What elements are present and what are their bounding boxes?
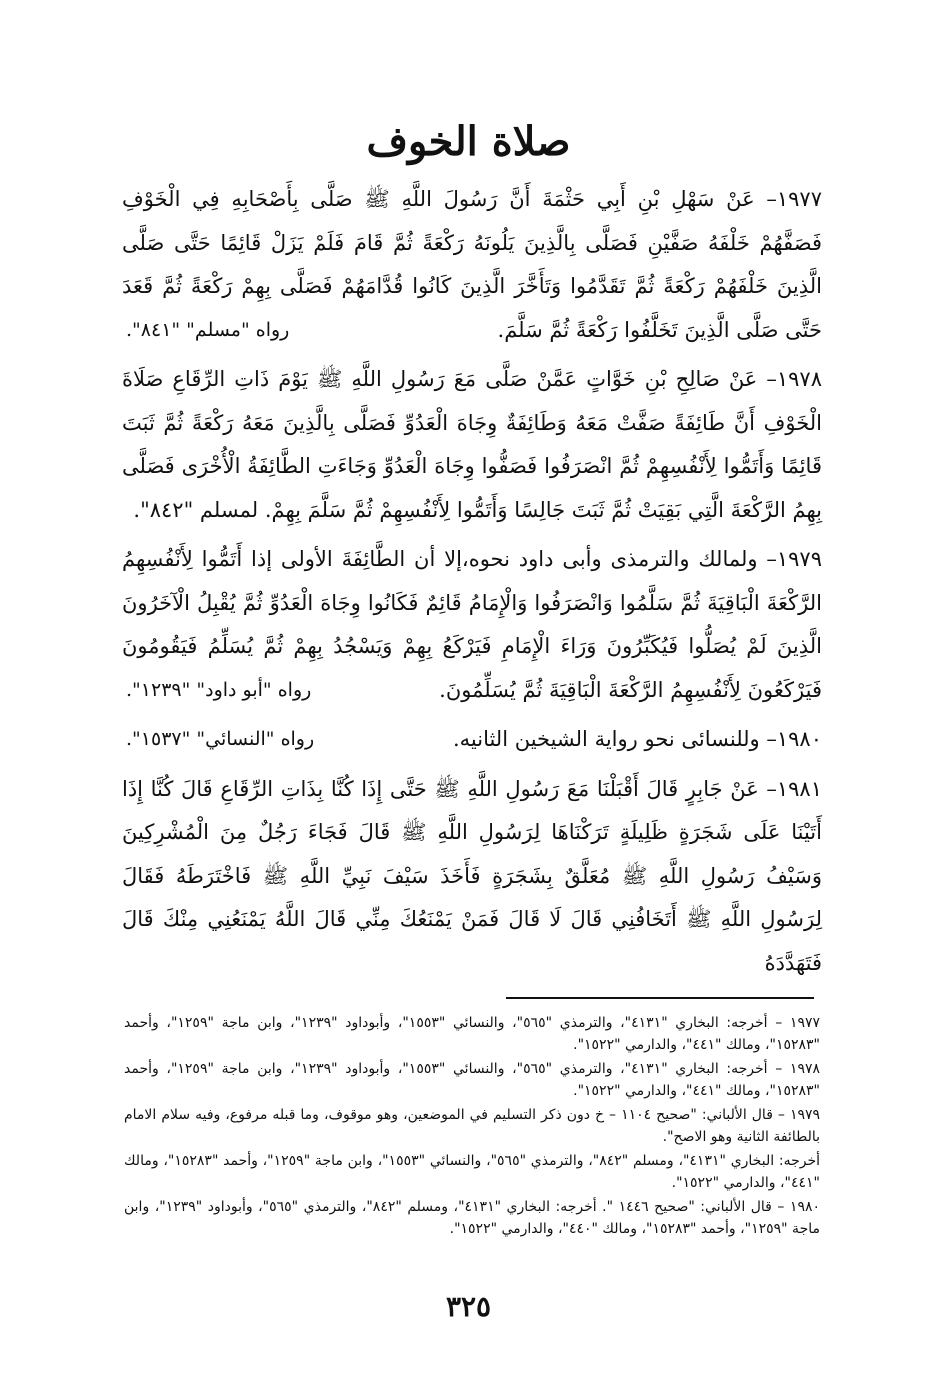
- hadith-text: – عَنْ سَهْلِ بْنِ أَبِي حَثْمَةَ أَنَّ رَسُولَ اللَّهِ ﷺ صَلَّى بِأَصْحَابِهِ فِي الْخَوْفِ فَصَفَّهُمْ خَلْفَهُ صَفَّيْنِ فَصَلَّى بِالَّذِينَ يَلُونَهُ رَكْعَةً ثُمَّ قَامَ فَلَمْ يَزَلْ قَائِمًا حَتَّى صَلَّى الَّذِينَ خَلْفَهُمْ رَكْعَةً ثُمَّ تَقَدَّمُوا وَتَأَخَّرَ الَّذِينَ كَانُوا قُدَّامَهُمْ فَصَلَّى بِهِمْ رَكْعَةً ثُمَّ قَعَدَ حَتَّى صَلَّى الَّذِينَ تَخَلَّفُوا رَكْعَةً ثُمَّ سَلَّمَ.: [122, 187, 822, 342]
- hadith-number: ١٩٨٠: [776, 727, 822, 751]
- footnote-1979-takhrij: أخرجه: البخاري "٤١٣١"، ومسلم "٨٤٢"، والترمذي "٥٦٥"، والنسائي "١٥٥٣"، وابن ماجة "١٢٥٩"، وأحمد "١٥٢٨٣"، ومالك "٤٤١"، والدارمي "١٥٢٢".: [124, 1153, 821, 1191]
- hadith-text: – وللنسائى نحو رواية الشيخين الثانيه.: [452, 727, 777, 751]
- hadith-source: لمسلم "٨٤٢".: [133, 497, 259, 522]
- hadith-1979: [122, 538, 822, 712]
- hadith-source: رواه "أبو داود" "١٢٣٩".: [126, 678, 312, 701]
- hadith-1977: [122, 178, 822, 352]
- hadith-number: ١٩٨١: [776, 776, 822, 801]
- hadith-1978: [122, 358, 822, 532]
- hadith-source: رواه "النسائي" "١٥٣٧".: [126, 728, 315, 750]
- hadith-1980: [122, 718, 822, 762]
- hadith-number: ١٩٧٩: [776, 547, 822, 571]
- footnotes: [124, 1012, 820, 1242]
- footnote-1977: ١٩٧٧ – أخرجه: البخاري "٤١٣١"، والترمذي "٥٦٥"، والنسائي "١٥٥٣"، وأبوداود "١٢٣٩"، وابن ماجة "١٢٥٩"، وأحمد "١٥٢٨٣"، ومالك "٤٤١"، والدارمي "١٥٢٢".: [124, 1015, 820, 1053]
- hadith-1981: [122, 768, 822, 986]
- footnote-1978: ١٩٧٨ – أخرجه: البخاري "٤١٣١"، والترمذي "٥٦٥"، والنسائي "١٥٥٣"، وأبوداود "١٢٣٩"، وابن ماجة "١٢٥٩"، وأحمد "١٥٢٨٣"، ومالك "٤٤١"، والدارمي "١٥٢٢".: [124, 1061, 820, 1099]
- footnote-separator: [506, 997, 814, 999]
- hadith-text: – عَنْ جَابِرٍ قَالَ أَقْبَلْنَا مَعَ رَسُولِ اللَّهِ ﷺ حَتَّى إِذَا كُنَّا بِذَاتِ الرِّقَاعِ قَالَ كُنَّا إِذَا أَتَيْنَا عَلَى شَجَرَةٍ ظَلِيلَةٍ تَرَكْنَاهَا لِرَسُولِ اللَّهِ ﷺ قَالَ فَجَاءَ رَجُلٌ مِنَ الْمُشْرِكِينَ وَسَيْفُ رَسُولِ اللَّهِ ﷺ مُعَلَّقٌ بِشَجَرَةٍ فَأَخَذَ سَيْفَ نَبِيِّ اللَّهِ ﷺ فَاخْتَرَطَهُ فَقَالَ لِرَسُولِ اللَّهِ ﷺ أَتَخَافُنِي قَالَ لَا قَالَ فَمَنْ يَمْنَعُكَ مِنِّي قَالَ اللَّهُ يَمْنَعُنِي مِنْكَ قَالَ فَتَهَدَّدَهُ: [122, 776, 822, 975]
- footnote-1980: ١٩٨٠ – قال الألباني: "صحيح ١٤٤٦ ". أخرجه: البخاري "٤١٣١"، ومسلم "٨٤٢"، والترمذي "٥٦٥"، وأبوداود "١٢٣٩"، وابن ماجة "١٢٥٩"، وأحمد "١٥٢٨٣"، ومالك "٤٤٠"، والدارمي "١٥٢٢".: [124, 1199, 820, 1237]
- page-number: ٣٢٥: [445, 1290, 492, 1323]
- hadith-number: ١٩٧٨: [776, 367, 822, 391]
- hadith-body: [122, 178, 822, 991]
- hadith-text: – ولمالك والترمذى وأبى داود نحوه،إلا أن الطَّائِفَةَ الأولى إذا أَتَمُّوا لِأَنْفُسِهِمُ الرَّكْعَةَ الْبَاقِيَةَ ثُمَّ سَلَّمُوا وَانْصَرَفُوا وَالْإِمَامُ قَائِمٌ فَكَانُوا وِجَاهَ الْعَدُوِّ ثُمَّ يُقْبِلُ الْآخَرُونَ الَّذِينَ لَمْ يُصَلُّوا فَيُكَبِّرُونَ وَرَاءَ الْإِمَامِ فَيَرْكَعُ بِهِمْ وَيَسْجُدُ بِهِمْ ثُمَّ يُسَلِّمُ فَيَقُومُونَ فَيَرْكَعُونَ لِأَنْفُسِهِمُ الرَّكْعَةَ الْبَاقِيَةَ ثُمَّ يُسَلِّمُونَ.: [122, 547, 822, 702]
- hadith-source: رواه "مسلم" "٨٤١".: [126, 318, 290, 341]
- footnote-1979: ١٩٧٩ – قال الألباني: "صحيح ١١٠٤ – خ دون ذكر التسليم في الموضعين، وهو موقوف، وما قبله مرفوع، وفيه سلام الامام بالطائفة الثانية وهو الاصح".: [124, 1107, 821, 1145]
- hadith-text: – عَنْ صَالِحِ بْنِ خَوَّاتٍ عَمَّنْ صَلَّى مَعَ رَسُولِ اللَّهِ ﷺ يَوْمَ ذَاتِ الرِّقَاعِ صَلَاةَ الْخَوْفِ أَنَّ طَائِفَةً صَفَّتْ مَعَهُ وَطَائِفَةٌ وِجَاهَ الْعَدُوِّ فَصَلَّى بِالَّذِينَ مَعَهُ رَكْعَةً ثُمَّ ثَبَتَ قَائِمًا وَأَتَمُّوا لِأَنْفُسِهِمْ ثُمَّ انْصَرَفُوا فَصَفُّوا وِجَاهَ الْعَدُوِّ وَجَاءَتِ الطَّائِفَةُ الْأُخْرَى فَصَلَّى بِهِمُ الرَّكْعَةَ الَّتِي بَقِيَتْ ثُمَّ ثَبَتَ جَالِسًا وَأَتَمُّوا لِأَنْفُسِهِمْ ثُمَّ سَلَّمَ بِهِمْ.: [122, 367, 822, 522]
- hadith-number: ١٩٧٧: [776, 187, 822, 211]
- page-title: صلاة الخوف: [366, 118, 571, 165]
